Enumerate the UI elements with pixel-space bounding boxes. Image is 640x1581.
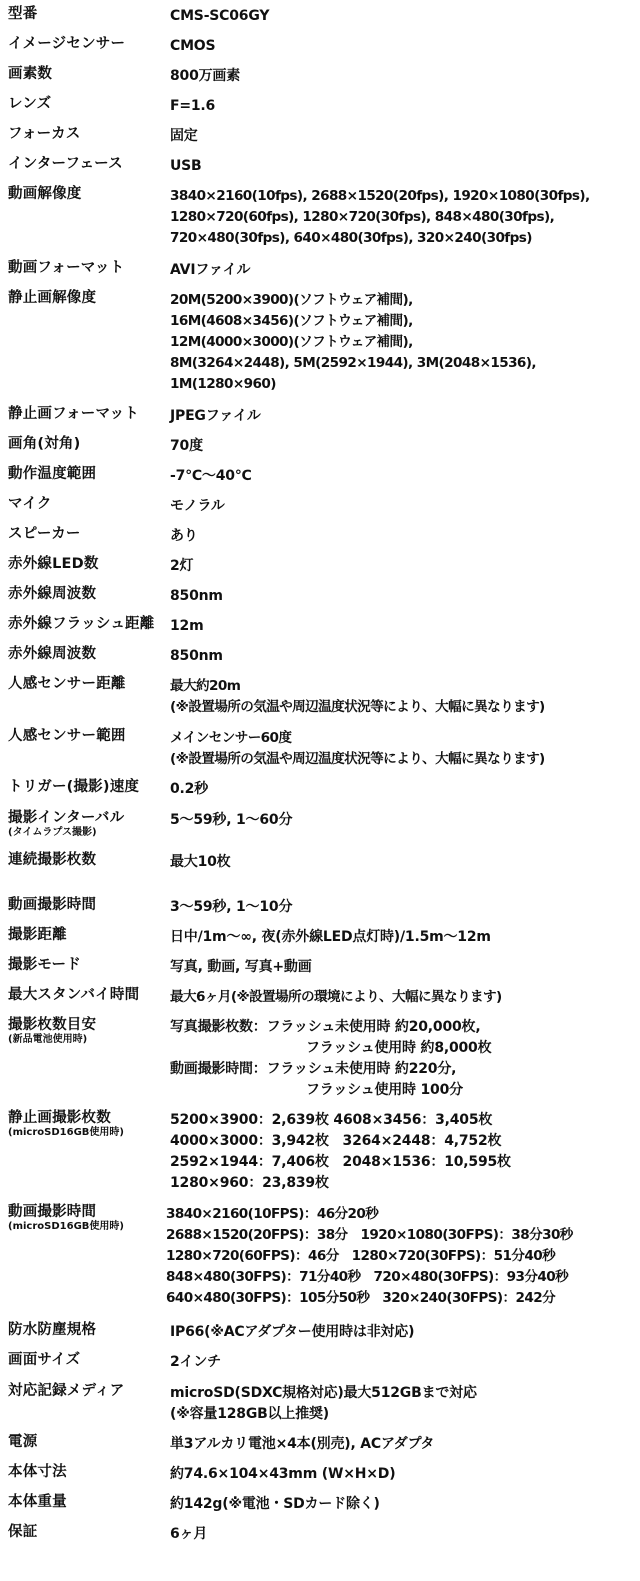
- spec-label: フォーカス: [8, 126, 81, 142]
- spec-value: 最大10枚: [170, 854, 231, 870]
- spec-label: 人感センサー範囲: [8, 728, 126, 744]
- spec-label: 静止画解像度: [8, 290, 97, 306]
- spec-label: イメージセンサー: [8, 36, 126, 52]
- spec-value: F=1.6: [170, 98, 216, 114]
- spec-label: 本体重量: [8, 1494, 67, 1510]
- spec-label: 赤外線周波数: [8, 586, 97, 602]
- spec-label: 最大スタンバイ時間: [8, 987, 140, 1003]
- spec-label: マイク: [8, 496, 52, 512]
- spec-label: 人感センサー距離: [8, 676, 126, 692]
- spec-value: IP66(※ACアダプター使用時は非対応): [170, 1324, 415, 1340]
- spec-label: 保証: [8, 1524, 38, 1540]
- spec-sublabel: (タイムラプス撮影): [8, 827, 97, 838]
- spec-label: 撮影モード: [8, 957, 81, 973]
- spec-value: 約74.6×104×43mm (W×H×D): [170, 1466, 396, 1482]
- spec-value: microSD(SDXC規格対応)最大512GBまで対応 (※容量128GB以上推奨): [170, 1385, 477, 1422]
- spec-value: -7℃～40℃: [170, 468, 252, 484]
- spec-value: 0.2秒: [170, 781, 209, 797]
- spec-label: 画面サイズ: [8, 1352, 81, 1368]
- spec-label: 動画撮影時間: [8, 1204, 97, 1220]
- spec-label: 対応記録メディア: [8, 1383, 125, 1399]
- spec-label: 赤外線フラッシュ距離: [8, 616, 155, 632]
- spec-label: 画角(対角): [8, 436, 81, 452]
- spec-label: 防水防塵規格: [8, 1322, 97, 1338]
- spec-value: JPEGファイル: [170, 408, 261, 424]
- spec-value: あり: [170, 528, 198, 544]
- spec-label: 動画撮影時間: [8, 897, 97, 913]
- spec-label: スピーカー: [8, 526, 81, 542]
- spec-value: 最大6ヶ月(※設置場所の環境により、大幅に異なります): [170, 989, 502, 1005]
- spec-value: 5200×3900：2,639枚 4608×3456：3,405枚 4000×3000：3,942枚 3264×2448：4,752枚 2592×1944：7,406枚 2048×1536：10,595枚 1280×960：23,839枚: [170, 1112, 511, 1191]
- spec-value: 単3アルカリ電池×4本(別売), ACアダプタ: [170, 1436, 435, 1452]
- spec-label: 撮影枚数目安: [8, 1017, 97, 1033]
- spec-value: 3～59秒, 1～10分: [170, 899, 293, 915]
- spec-value: 3840×2160(10fps), 2688×1520(20fps), 1920×1080(30fps), 1280×720(60fps), 1280×720(30fps), 848×480(30fps), 720×480(30fps), 640×480(30fps), 320×240(30fps): [170, 188, 590, 246]
- spec-value: 固定: [170, 128, 198, 144]
- spec-value: 写真撮影枚数：フラッシュ未使用時 約20,000枚, フラッシュ使用時 約8,000枚 動画撮影時間：フラッシュ未使用時 約220分, フラッシュ使用時 100分: [170, 1019, 492, 1098]
- spec-value: 約142g(※電池・SDカード除く): [170, 1496, 380, 1512]
- spec-value: 2インチ: [170, 1354, 221, 1370]
- spec-value: 6ヶ月: [170, 1526, 208, 1542]
- spec-label: 動画解像度: [8, 186, 82, 202]
- spec-value: 5～59秒, 1～60分: [170, 812, 293, 828]
- spec-value: 12m: [170, 618, 204, 634]
- spec-value: 写真, 動画, 写真+動画: [170, 959, 312, 975]
- spec-value: 20M(5200×3900)(ソフトウェア補間), 16M(4608×3456)(ソフトウェア補間), 12M(4000×3000)(ソフトウェア補間), 8M(3264×2448), 5M(2592×1944), 3M(2048×1536), 1M(1280×960): [170, 292, 536, 392]
- spec-value: 2灯: [170, 558, 194, 574]
- spec-value: AVIファイル: [170, 262, 251, 278]
- spec-label: 動作温度範囲: [8, 466, 97, 482]
- spec-label: 画素数: [8, 66, 53, 82]
- spec-label: 静止画フォーマット: [8, 406, 139, 422]
- spec-label: 型番: [8, 6, 38, 22]
- spec-label: レンズ: [8, 96, 52, 112]
- spec-label: 電源: [8, 1434, 38, 1450]
- spec-label: 動画フォーマット: [8, 260, 125, 276]
- spec-value: メインセンサー60度 (※設置場所の気温や周辺温度状況等により、大幅に異なります): [170, 730, 545, 767]
- spec-label: 撮影インターバル: [8, 810, 125, 826]
- spec-label: 静止画撮影枚数: [8, 1110, 111, 1126]
- spec-sublabel: (microSD16GB使用時): [8, 1221, 124, 1232]
- spec-value: 850nm: [170, 648, 223, 664]
- spec-sublabel: (microSD16GB使用時): [8, 1127, 124, 1138]
- spec-sublabel: (新品電池使用時): [8, 1034, 88, 1045]
- spec-value: 最大約20m (※設置場所の気温や周辺温度状況等により、大幅に異なります): [170, 678, 545, 715]
- spec-label: 赤外線周波数: [8, 646, 97, 662]
- spec-value: USB: [170, 158, 202, 174]
- spec-label: 本体寸法: [8, 1464, 67, 1480]
- spec-value: モノラル: [170, 498, 225, 514]
- spec-label: 連続撮影枚数: [8, 852, 97, 868]
- spec-label: インターフェース: [8, 156, 123, 172]
- spec-value: CMS-SC06GY: [170, 8, 270, 24]
- spec-value: 3840×2160(10FPS)：46分20秒 2688×1520(20FPS)：38分 1920×1080(30FPS)：38分30秒 1280×720(60FPS)：46分 1280×720(30FPS)：51分40秒 848×480(30FPS)：71分40秒 720×480(30FPS)：93分40秒 640×480(30FPS)：105分50秒 320×240(30FPS)：242分: [166, 1206, 573, 1306]
- spec-value: 800万画素: [170, 68, 241, 84]
- spec-value: 850nm: [170, 588, 223, 604]
- spec-value: 70度: [170, 438, 203, 454]
- spec-label: 撮影距離: [8, 927, 67, 943]
- spec-value: 日中/1m～∞, 夜(赤外線LED点灯時)/1.5m～12m: [170, 929, 491, 945]
- spec-label: 赤外線LED数: [8, 556, 99, 572]
- spec-value: CMOS: [170, 38, 216, 54]
- spec-label: トリガー(撮影)速度: [8, 779, 140, 795]
